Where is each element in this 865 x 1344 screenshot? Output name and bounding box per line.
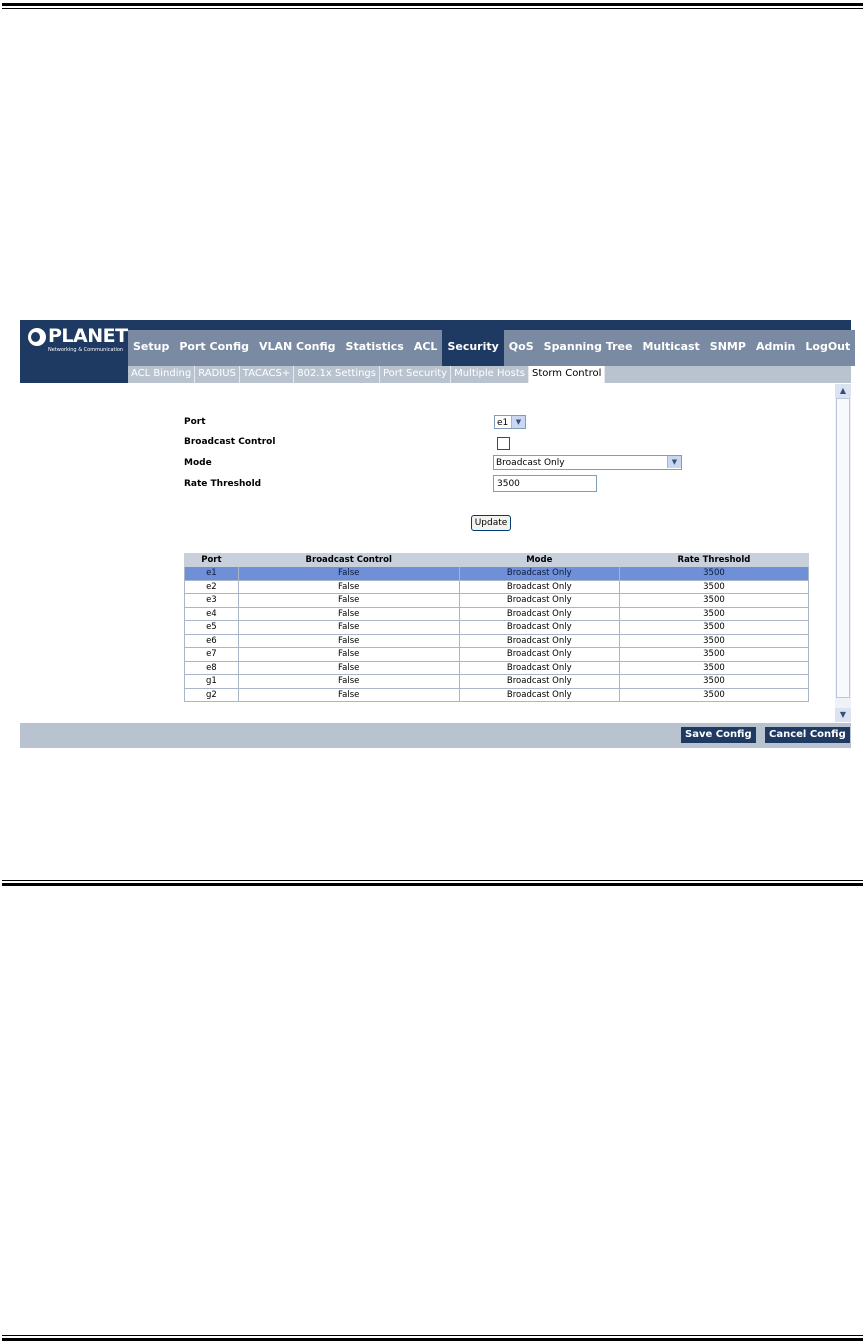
mode-cell: Broadcast Only xyxy=(459,688,619,702)
save-config-button[interactable]: Save Config xyxy=(681,727,756,743)
broadcast-control-cell: False xyxy=(238,567,459,581)
broadcast-control-cell: False xyxy=(238,661,459,675)
planet-logo xyxy=(28,326,128,356)
broadcast-control-cell: False xyxy=(238,675,459,689)
subnav-tab-802-1x-settings[interactable]: 802.1x Settings xyxy=(294,366,380,383)
port-cell: e2 xyxy=(185,580,239,594)
nav-tab-snmp[interactable]: SNMP xyxy=(709,340,746,353)
mode-cell: Broadcast Only xyxy=(459,648,619,662)
port-label: Port xyxy=(184,417,206,427)
switch-web-ui xyxy=(20,320,851,748)
port-cell: e5 xyxy=(185,621,239,635)
rate-threshold-cell: 3500 xyxy=(619,634,808,648)
rate-threshold-cell: 3500 xyxy=(619,675,808,689)
subnav-tab-tacacs-[interactable]: TACACS+ xyxy=(240,366,294,383)
mode-cell: Broadcast Only xyxy=(459,634,619,648)
table-row[interactable] xyxy=(185,607,809,621)
brand-tagline: Networking & Communication xyxy=(48,347,124,353)
port-cell: e8 xyxy=(185,661,239,675)
subnav-tab-radius[interactable]: RADIUS xyxy=(195,366,240,383)
column-header: Broadcast Control xyxy=(238,554,459,567)
nav-tab-port-config[interactable]: Port Config xyxy=(179,340,249,353)
rate-threshold-cell: 3500 xyxy=(619,607,808,621)
rate-threshold-cell: 3500 xyxy=(619,580,808,594)
nav-tab-statistics[interactable]: Statistics xyxy=(345,340,404,353)
cancel-config-button[interactable]: Cancel Config xyxy=(765,727,850,743)
table-row[interactable] xyxy=(185,580,809,594)
mode-select[interactable] xyxy=(493,455,682,470)
vertical-scrollbar[interactable] xyxy=(835,384,851,722)
mode-cell: Broadcast Only xyxy=(459,567,619,581)
table-row[interactable] xyxy=(185,567,809,581)
scroll-down-arrow-icon[interactable]: ▼ xyxy=(835,708,851,722)
mode-cell: Broadcast Only xyxy=(459,675,619,689)
broadcast-control-cell: False xyxy=(238,607,459,621)
nav-tab-logout[interactable]: LogOut xyxy=(805,340,851,353)
scroll-thumb[interactable] xyxy=(836,398,850,698)
rate-threshold-input[interactable]: 3500 xyxy=(493,475,597,492)
nav-tab-acl[interactable]: ACL xyxy=(413,340,438,353)
broadcast-control-checkbox[interactable] xyxy=(497,437,510,450)
nav-tab-admin[interactable]: Admin xyxy=(755,340,796,353)
port-cell: e4 xyxy=(185,607,239,621)
bottom-rule xyxy=(2,1338,863,1341)
port-select-value: e1 xyxy=(497,418,509,428)
rate-threshold-cell: 3500 xyxy=(619,567,808,581)
mode-cell: Broadcast Only xyxy=(459,607,619,621)
update-button[interactable]: Update xyxy=(471,515,511,531)
nav-tab-spanning-tree[interactable]: Spanning Tree xyxy=(543,340,633,353)
broadcast-control-cell: False xyxy=(238,648,459,662)
column-header: Mode xyxy=(459,554,619,567)
mode-select-value: Broadcast Only xyxy=(496,458,565,468)
main-nav xyxy=(128,330,855,366)
brand-name: PLANET xyxy=(48,325,128,347)
subnav-tab-acl-binding[interactable]: ACL Binding xyxy=(128,366,195,383)
rate-threshold-cell: 3500 xyxy=(619,661,808,675)
chevron-down-icon[interactable]: ▼ xyxy=(667,456,681,468)
nav-tab-security[interactable]: Security xyxy=(442,330,503,366)
bottom-rule xyxy=(2,1335,863,1336)
table-row[interactable] xyxy=(185,594,809,608)
scroll-up-arrow-icon[interactable]: ▲ xyxy=(835,384,851,398)
sub-nav xyxy=(128,366,851,383)
broadcast-control-label: Broadcast Control xyxy=(184,437,276,447)
broadcast-control-cell: False xyxy=(238,580,459,594)
broadcast-control-cell: False xyxy=(238,634,459,648)
planet-logo-icon xyxy=(28,328,46,346)
port-cell: g1 xyxy=(185,675,239,689)
rate-threshold-cell: 3500 xyxy=(619,648,808,662)
mode-cell: Broadcast Only xyxy=(459,594,619,608)
table-row[interactable] xyxy=(185,661,809,675)
mode-cell: Broadcast Only xyxy=(459,580,619,594)
rate-threshold-label: Rate Threshold xyxy=(184,479,262,489)
broadcast-control-cell: False xyxy=(238,594,459,608)
header-bar xyxy=(20,320,851,366)
subnav-tab-storm-control[interactable]: Storm Control xyxy=(529,366,605,383)
subnav-spacer xyxy=(20,366,128,383)
mode-label: Mode xyxy=(184,458,212,468)
broadcast-control-cell: False xyxy=(238,688,459,702)
port-cell: e3 xyxy=(185,594,239,608)
port-cell: e6 xyxy=(185,634,239,648)
nav-tab-qos[interactable]: QoS xyxy=(508,340,534,353)
section-rule xyxy=(2,880,863,881)
table-header-row xyxy=(185,554,809,567)
footer-bar xyxy=(20,723,851,748)
section-rule xyxy=(2,883,863,886)
port-cell: e1 xyxy=(185,567,239,581)
top-rule xyxy=(2,3,863,6)
storm-control-table xyxy=(184,553,809,702)
port-cell: g2 xyxy=(185,688,239,702)
column-header: Port xyxy=(185,554,239,567)
mode-cell: Broadcast Only xyxy=(459,621,619,635)
chevron-down-icon[interactable]: ▼ xyxy=(511,416,525,428)
table-row[interactable] xyxy=(185,634,809,648)
column-header: Rate Threshold xyxy=(619,554,808,567)
nav-tab-vlan-config[interactable]: VLAN Config xyxy=(258,340,336,353)
port-select[interactable] xyxy=(494,415,526,429)
mode-cell: Broadcast Only xyxy=(459,661,619,675)
subnav-tab-port-security[interactable]: Port Security xyxy=(380,366,451,383)
table-row[interactable] xyxy=(185,688,809,702)
table-row[interactable] xyxy=(185,675,809,689)
broadcast-control-cell: False xyxy=(238,621,459,635)
port-cell: e7 xyxy=(185,648,239,662)
nav-tab-setup[interactable]: Setup xyxy=(133,340,170,353)
table-row[interactable] xyxy=(185,648,809,662)
rate-threshold-cell: 3500 xyxy=(619,594,808,608)
nav-tab-multicast[interactable]: Multicast xyxy=(642,340,700,353)
rate-threshold-cell: 3500 xyxy=(619,621,808,635)
rate-threshold-cell: 3500 xyxy=(619,688,808,702)
subnav-tab-multiple-hosts[interactable]: Multiple Hosts xyxy=(451,366,529,383)
table-row[interactable] xyxy=(185,621,809,635)
